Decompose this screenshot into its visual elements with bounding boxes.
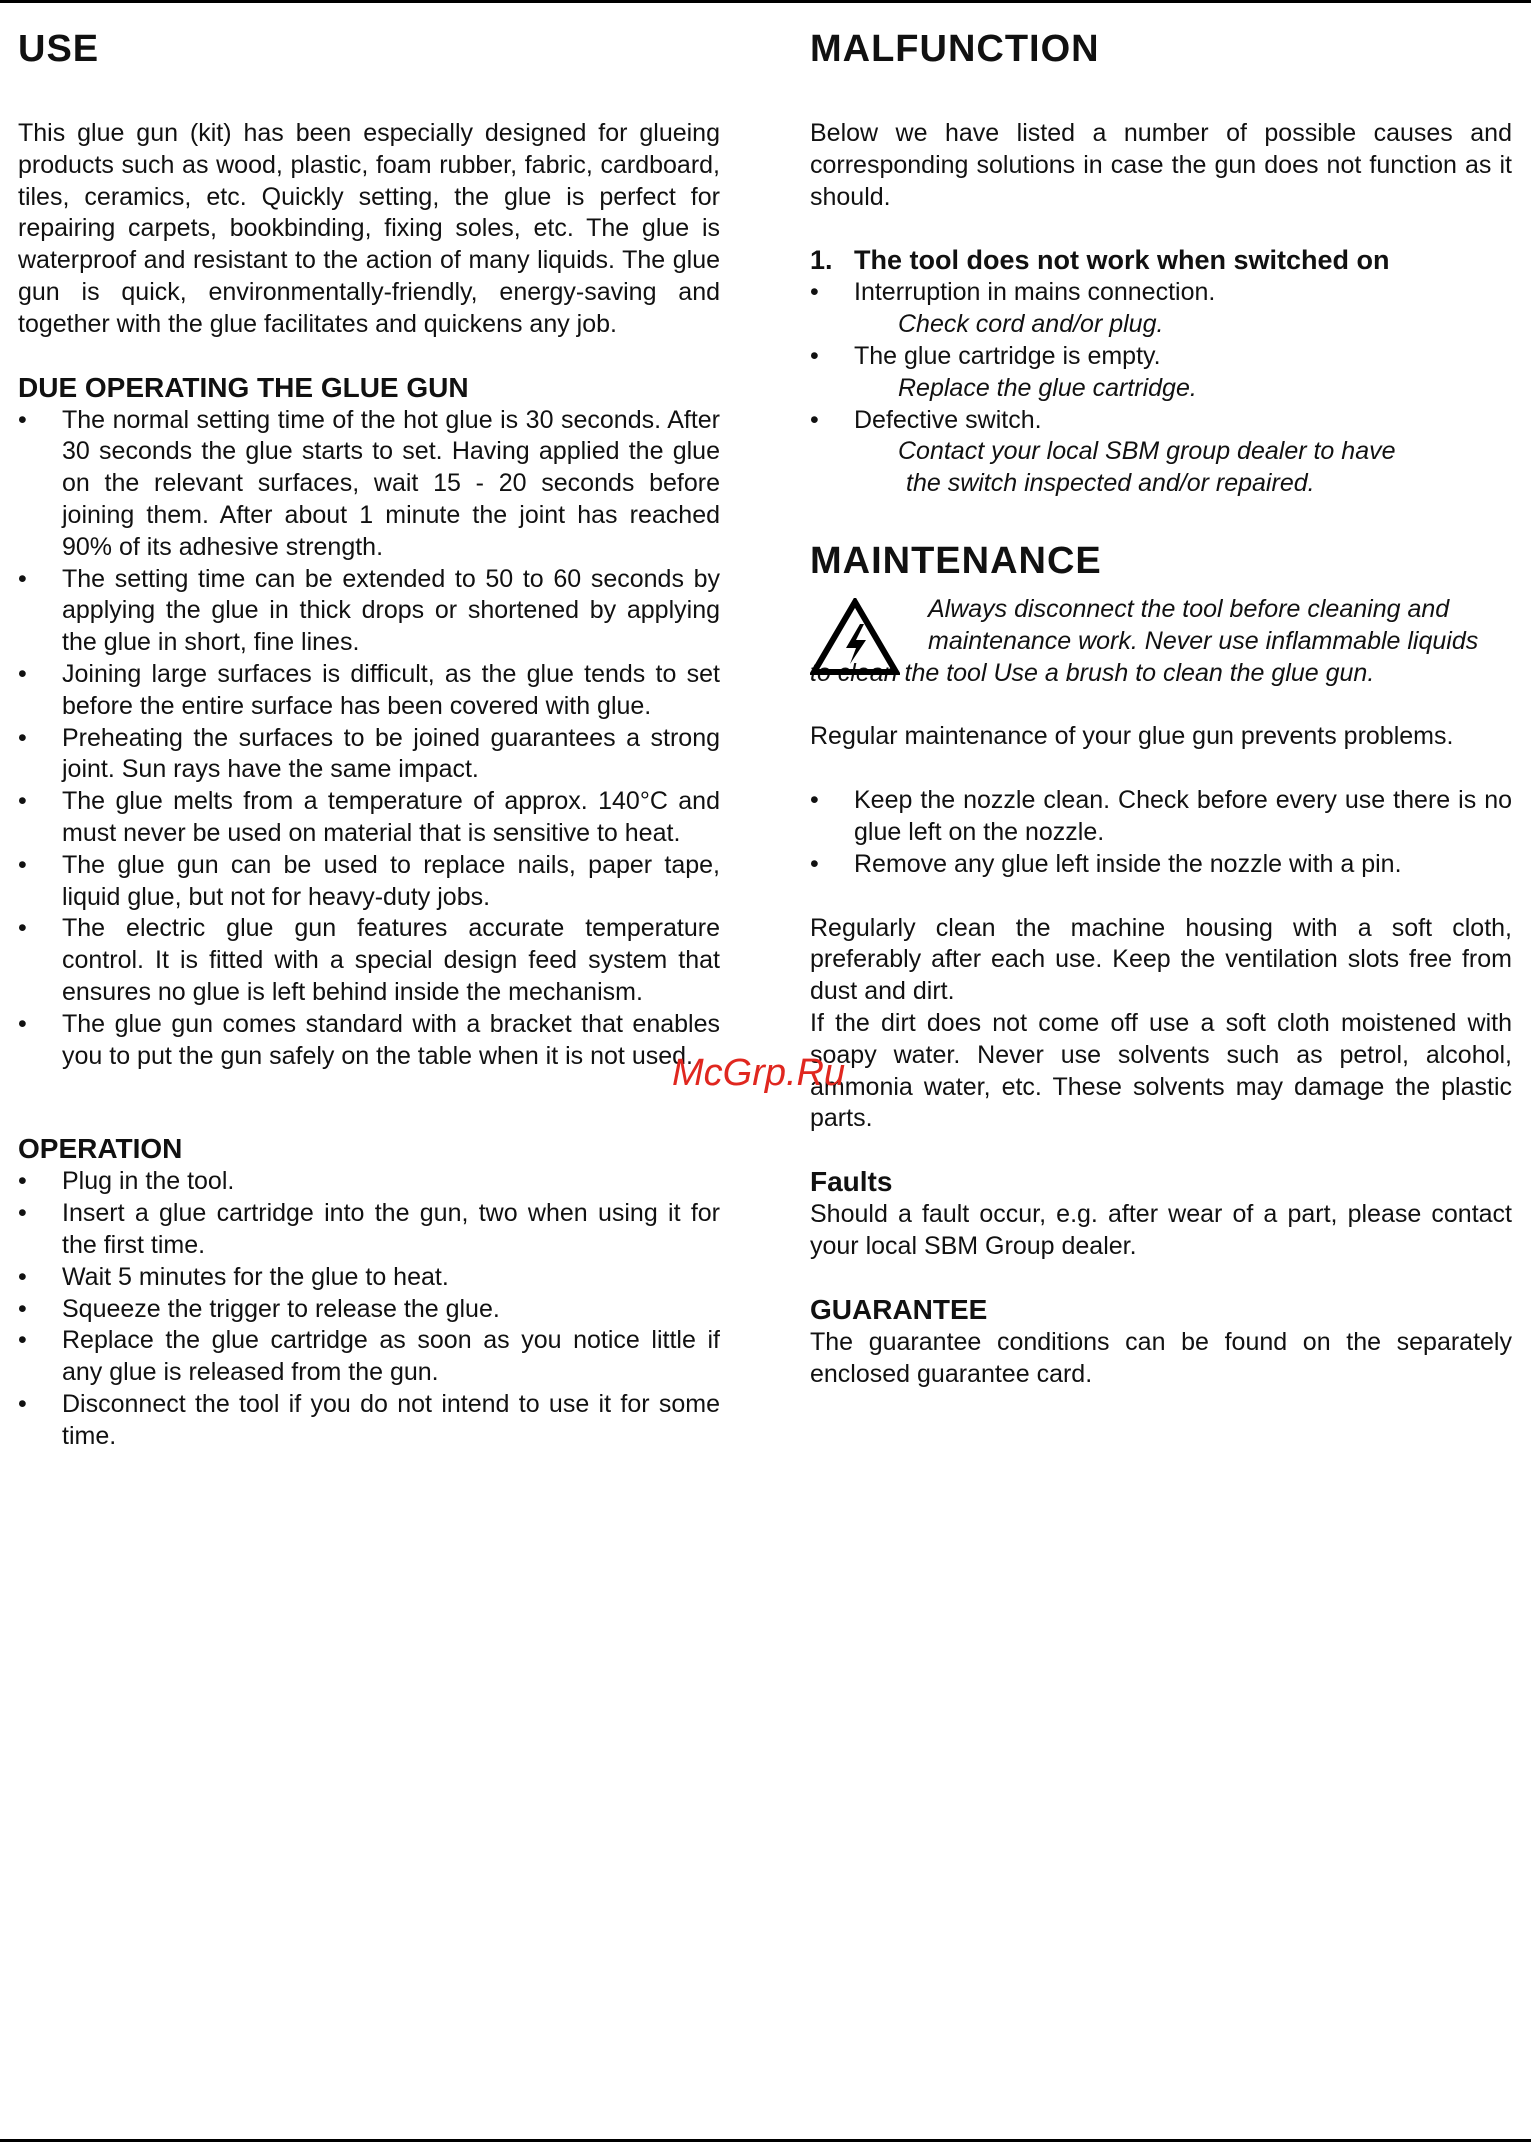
list-item: • Keep the nozzle clean. Check before every use there is no glue left on the nozzle. [810,785,1512,849]
problem-number: 1. [810,245,833,276]
operation-list [18,1166,720,1452]
cause-item: • Defective switch. [810,405,1512,437]
malfunction-heading: MALFUNCTION [810,28,1100,70]
maintenance-housing: Regularly clean the machine housing with a soft cloth, preferably after each use. Keep the ventilation slots free from dust and dirt. [810,913,1512,1006]
solution-text: Contact your local SBM group dealer to have [898,437,1396,466]
list-item: • The setting time can be extended to 50 to 60 seconds by applying the glue in thick drops or shortened by applying the glue in short, fine lines. [18,564,720,659]
list-item: • Disconnect the tool if you do not intend to use it for some time. [18,1389,720,1453]
operation-heading: OPERATION [18,1133,183,1165]
list-item: • Replace the glue cartridge as soon as you notice little if any glue is released from the gun. [18,1325,720,1389]
cause-item: • Interruption in mains connection. [810,277,1512,309]
right-column [810,24,1512,1390]
list-item: • Joining large surfaces is difficult, as the glue tends to set before the entire surface has been covered with glue. [18,659,720,723]
malfunction-causes-2 [810,341,1512,373]
list-item: • The glue melts from a temperature of approx. 140°C and must never be used on material that is sensitive to heat. [18,786,720,850]
solution-text: Replace the glue cartridge. [898,373,1197,402]
malfunction-intro: Below we have listed a number of possible causes and corresponding solutions in case the gun does not function as it should. [810,119,1512,211]
warning-line-1: Always disconnect the tool before cleaning and [928,594,1450,623]
problem-title: The tool does not work when switched on [854,245,1390,276]
solution-text-continued: the switch inspected and/or repaired. [906,469,1315,498]
list-item: • Remove any glue left inside the nozzle with a pin. [810,849,1512,881]
due-operating-heading: DUE OPERATING THE GLUE GUN [18,371,469,403]
watermark: McGrp.Ru [672,1052,846,1094]
faults-body: Should a fault occur, e.g. after wear of a part, please contact your local SBM Group dealer. [810,1200,1512,1260]
maintenance-list [810,785,1512,880]
list-item: • Squeeze the trigger to release the glue. [18,1294,720,1326]
list-item: • Plug in the tool. [18,1166,720,1198]
electric-warning-icon [810,598,900,676]
use-body: This glue gun (kit) has been especially designed for glueing products such as wood, plastic, foam rubber, fabric, cardboard, tiles, ceramics, etc. Quickly setting, the glue is perfect for repairing carpets, bookbinding, fixing soles, etc. The glue is waterproof and resistant to the action of many liquids. The glue gun is quick, environmentally-friendly, energy-saving and together with the glue facilitates and quickens any job. [18,119,720,338]
list-item: • The electric glue gun features accurate temperature control. It is fitted with a special design feed system that ensures no glue is left behind inside the mechanism. [18,913,720,1008]
malfunction-causes [810,277,1512,309]
warning-block [810,594,1512,689]
solution-text: Check cord and/or plug. [898,310,1164,339]
warning-line-3: to clean the tool Use a brush to clean the glue gun. [810,658,1375,687]
list-item: • Preheating the surfaces to be joined guarantees a strong joint. Sun rays have the same impact. [18,723,720,787]
cause-item: • The glue cartridge is empty. [810,341,1512,373]
malfunction-causes-3 [810,405,1512,437]
maintenance-dirt: If the dirt does not come off use a soft cloth moistened with soapy water. Never use solvents such as petrol, alcohol, ammonia water, etc. These solvents may damage the plastic parts. [810,1008,1512,1133]
use-heading: USE [18,28,100,70]
top-rule [0,0,1531,3]
maintenance-heading: MAINTENANCE [810,539,1102,582]
faults-heading: Faults [810,1166,893,1198]
problem-heading [810,243,1512,277]
list-item: • Wait 5 minutes for the glue to heat. [18,1262,720,1294]
list-item: • The normal setting time of the hot glue is 30 seconds. After 30 seconds the glue starts to set. Having applied the glue on the relevant surfaces, wait 15 - 20 seconds before joining them. After about 1 minute the joint has reached 90% of its adhesive strength. [18,405,720,564]
due-operating-list [18,405,720,1073]
list-item: • The glue gun can be used to replace nails, paper tape, liquid glue, but not for heavy-duty jobs. [18,850,720,914]
maintenance-regular: Regular maintenance of your glue gun prevents problems. [810,722,1454,751]
bottom-rule [0,2139,1531,2142]
guarantee-heading: GUARANTEE [810,1293,988,1325]
guarantee-body: The guarantee conditions can be found on the separately enclosed guarantee card. [810,1327,1512,1388]
warning-line-2: maintenance work. Never use inflammable liquids [928,626,1479,655]
left-column [18,24,720,1452]
list-item: • The glue gun comes standard with a bracket that enables you to put the gun safely on the table when it is not used. [18,1009,720,1073]
list-item: • Insert a glue cartridge into the gun, two when using it for the first time. [18,1198,720,1262]
